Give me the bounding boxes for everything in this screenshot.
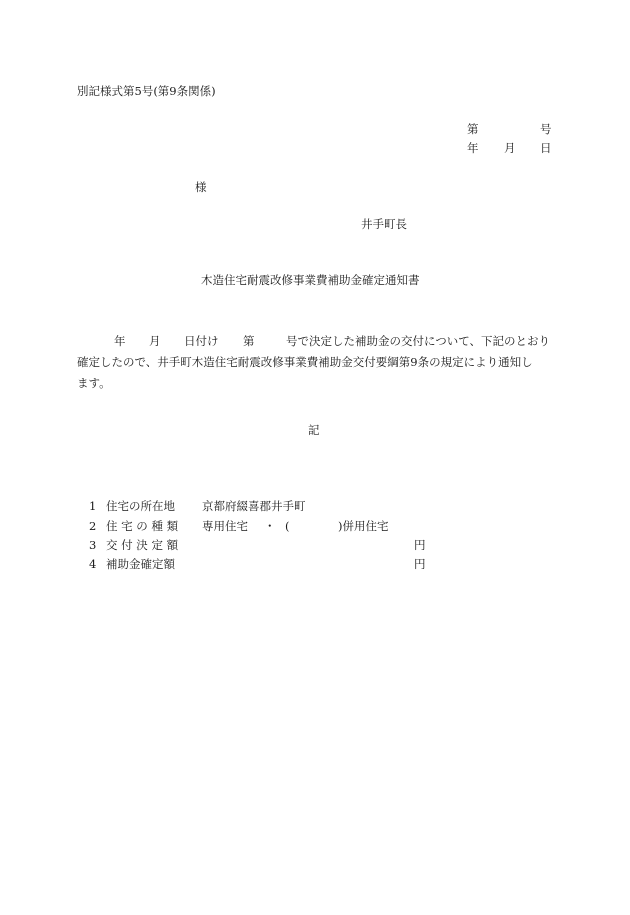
item-2-separator: ・ <box>264 519 276 533</box>
item-2-value: 専用住宅 <box>202 519 248 533</box>
body-line3: ます。 <box>77 376 111 390</box>
issuer: 井手町長 <box>361 217 407 231</box>
form-label: 別記様式第5号(第9条関係) <box>77 84 216 98</box>
item-1-value: 京都府綴喜郡井手町 <box>202 499 306 513</box>
number-prefix: 第 <box>467 122 479 136</box>
item-2-paren-close: )併用住宅 <box>338 519 389 533</box>
body-month: 月 <box>149 334 161 348</box>
item-3-number: 3 <box>89 538 97 552</box>
item-3-unit: 円 <box>414 538 426 552</box>
item-3-label: 交 付 決 定 額 <box>106 538 179 552</box>
item-2-label: 住 宅 の 種 類 <box>106 519 179 533</box>
item-2-number: 2 <box>89 519 97 533</box>
date-day: 日 <box>540 141 552 155</box>
body-dated: 日付け <box>184 334 219 348</box>
date-month: 月 <box>504 141 516 155</box>
body-line1-rest: 号で決定した補助金の交付について、下記のとおり <box>286 334 551 348</box>
item-4-number: 4 <box>89 557 97 571</box>
body-line2: 確定したので、井手町木造住宅耐震改修事業費補助金交付要綱第9条の規定により通知し <box>77 355 533 369</box>
number-suffix: 号 <box>540 122 552 136</box>
item-1-number: 1 <box>89 499 97 513</box>
document-title: 木造住宅耐震改修事業費補助金確定通知書 <box>201 273 420 287</box>
item-1-label: 住宅の所在地 <box>106 499 175 513</box>
item-4-label: 補助金確定額 <box>106 557 175 571</box>
date-year: 年 <box>467 141 479 155</box>
body-year: 年 <box>114 334 126 348</box>
item-2-paren-open: ( <box>285 519 290 533</box>
item-4-unit: 円 <box>414 557 426 571</box>
ki-heading: 記 <box>308 423 320 437</box>
body-dai: 第 <box>243 334 255 348</box>
addressee-sama: 様 <box>195 180 207 194</box>
